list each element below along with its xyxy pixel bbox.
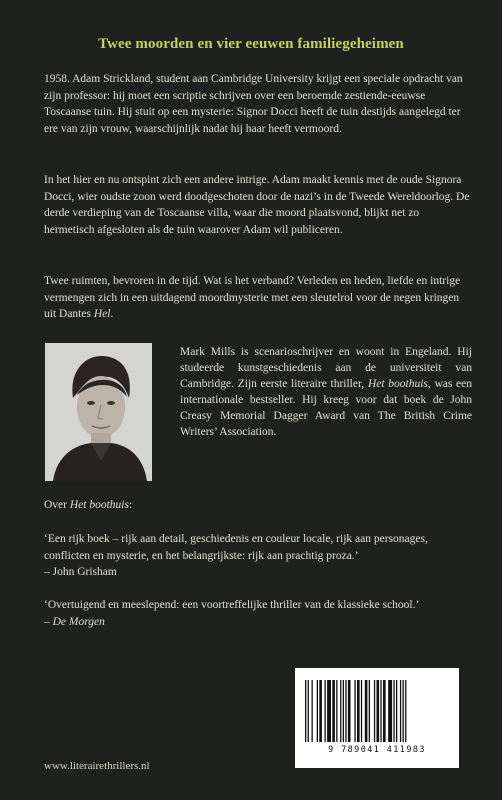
synopsis-paragraph-1: 1958. Adam Strickland, student aan Cambridge University krijgt een speciale opdracht van zijn professor: hij moet een scriptie schrijven over een beroemde zestiende-eeuwse Toscaanse tuin. Hij stuit op een mysterie: Signor Docci heeft de tuin destijds aangelegd ter ere van zijn vrouw, waarschijnlijk nadat hij haar heeft vermoord. (44, 73, 463, 135)
author-bio (180, 344, 472, 440)
barcode-bar (383, 680, 386, 742)
over-suffix: : (128, 499, 133, 511)
barcode-bar (403, 680, 404, 742)
synopsis-paragraph-3 (44, 273, 472, 323)
paragraph-3-end: . (110, 308, 114, 320)
author-photo (45, 343, 152, 481)
barcode-bar (340, 680, 341, 742)
isbn-number: 9 789041 411983 (328, 745, 426, 755)
paragraph-3-text: Twee ruimten, bevroren in de tijd. Wat is het verband? Verleden en heden, liefde en intrige vermengen zich in een uitdagend moordmysterie met een sleutelrol voor de negen kringen uit Dantes (44, 275, 461, 320)
barcode-bar (319, 680, 322, 742)
barcode-bar (393, 680, 394, 742)
barcode-bar (343, 680, 344, 742)
barcode-bar (388, 680, 392, 742)
barcode-bars (303, 680, 451, 742)
barcode (295, 668, 459, 768)
barcode-bar (305, 680, 306, 742)
bio-part-1: Mark Mills is scenarioschrijver en woont in Engeland. Hij studeerde kunstgeschiedenis aan de universiteit van Cambridge. Zijn eerste literaire thriller, (180, 346, 472, 390)
over-title: Het boothuis (69, 499, 129, 511)
barcode-bar (345, 680, 346, 742)
review-2-attribution: – De Morgen (44, 615, 105, 628)
barcode-bar (365, 680, 368, 742)
barcode-bar (327, 680, 331, 742)
website-url: www.literairethrillers.nl (44, 760, 150, 772)
review-quote-2 (44, 597, 476, 630)
barcode-bar (405, 680, 406, 742)
synopsis-paragraph-2: In het hier en nu ontspint zich een andere intrige. Adam maakt kennis met de oude Signora Docci, wier oudste zoon werd doodgeschoten door de nazi’s in de Tweede Wereldoorlog. De derde verdieping van de Toscaanse villa, waar die moord plaatsvond, blijkt net zo hermetisch afgesloten als de tuin waarover Adam wil publiceren. (44, 174, 470, 236)
barcode-bar (400, 680, 401, 742)
review-quote-1 (44, 531, 476, 581)
review-1-text: ‘Een rijk boek – rijk aan detail, geschiedenis en couleur locale, rijk aan personages, conflicten en mysterie, en het belangrijkste: rijk aan prachtig proza.’ (44, 533, 428, 562)
barcode-bar (336, 680, 337, 742)
barcode-bar (377, 680, 380, 742)
barcode-bar (361, 680, 362, 742)
barcode-bar (332, 680, 335, 742)
barcode-bar (380, 680, 381, 742)
barcode-bar (308, 680, 309, 742)
review-1-attribution: – John Grisham (44, 566, 117, 578)
barcode-bar (357, 680, 360, 742)
barcode-bar (354, 680, 355, 742)
barcode-bar (312, 680, 313, 742)
over-prefix: Over (44, 499, 70, 511)
barcode-bar (348, 680, 351, 742)
barcode-bar (317, 680, 318, 742)
bio-italic-title: Het boothuis (367, 378, 428, 390)
review-2-text: ‘Overtuigend en meeslepend: een voortreffelijke thriller van de klassieke school.’ (44, 599, 420, 611)
barcode-bar (396, 680, 397, 742)
reviews-heading (44, 499, 132, 511)
bio-part-2: , was een internationale bestseller. Hij kreeg voor dat boek de John Creasy Memorial Dagger Award van The British Crime Writers’ Association. (180, 378, 472, 438)
barcode-bar (374, 680, 375, 742)
headline: Twee moorden en vier eeuwen familiegeheimen (98, 36, 404, 52)
barcode-bar (369, 680, 370, 742)
paragraph-3-italic: Hel (93, 308, 111, 320)
barcode-bar (325, 680, 326, 742)
